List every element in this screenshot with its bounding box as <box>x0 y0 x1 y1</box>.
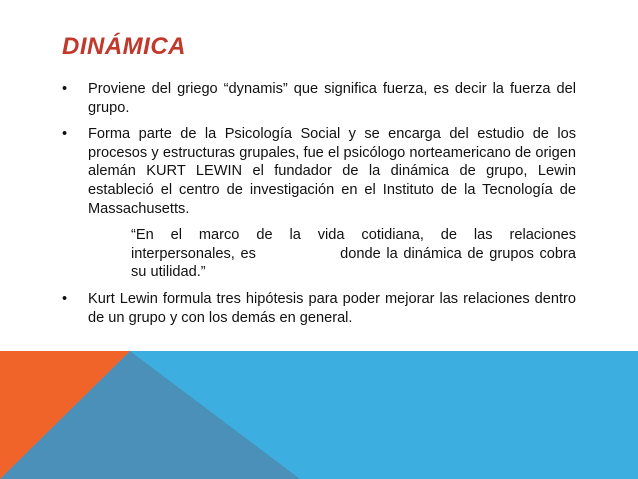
bullet-marker: • <box>62 126 68 143</box>
bullet-item <box>62 125 576 218</box>
bullet-text: Forma parte de la Psicología Social y se encarga del estudio de los procesos y estructuras grupales, fue el psicólogo norteamericano de origen alemán KURT LEWIN el fundador de la dinámica de grupo, Lewin estableció el centro de investigación en el Instituto de la Tecnología de Massachusetts. <box>88 126 576 217</box>
bullet-marker: • <box>62 290 68 307</box>
bullet-text: Proviene del griego “dynamis” que significa fuerza, es decir la fuerza del grupo. <box>88 81 576 116</box>
bullet-list <box>62 80 576 335</box>
quote-block <box>62 226 576 282</box>
bullet-item <box>62 290 576 327</box>
slide-title: DINÁMICA <box>62 33 186 60</box>
quote-line: “En el marco de la vida cotidiana, de las relaciones <box>131 227 576 244</box>
bullet-marker: • <box>62 81 68 97</box>
bullet-item <box>62 80 576 117</box>
quote-line: su utilidad.” <box>131 264 206 281</box>
decorative-band <box>0 351 638 479</box>
bullet-text: Kurt Lewin formula tres hipótesis para poder mejorar las relaciones dentro de un grupo y con los demás en general. <box>88 290 576 326</box>
quote-line: interpersonales, es donde la dinámica de grupos cobra <box>131 245 576 262</box>
